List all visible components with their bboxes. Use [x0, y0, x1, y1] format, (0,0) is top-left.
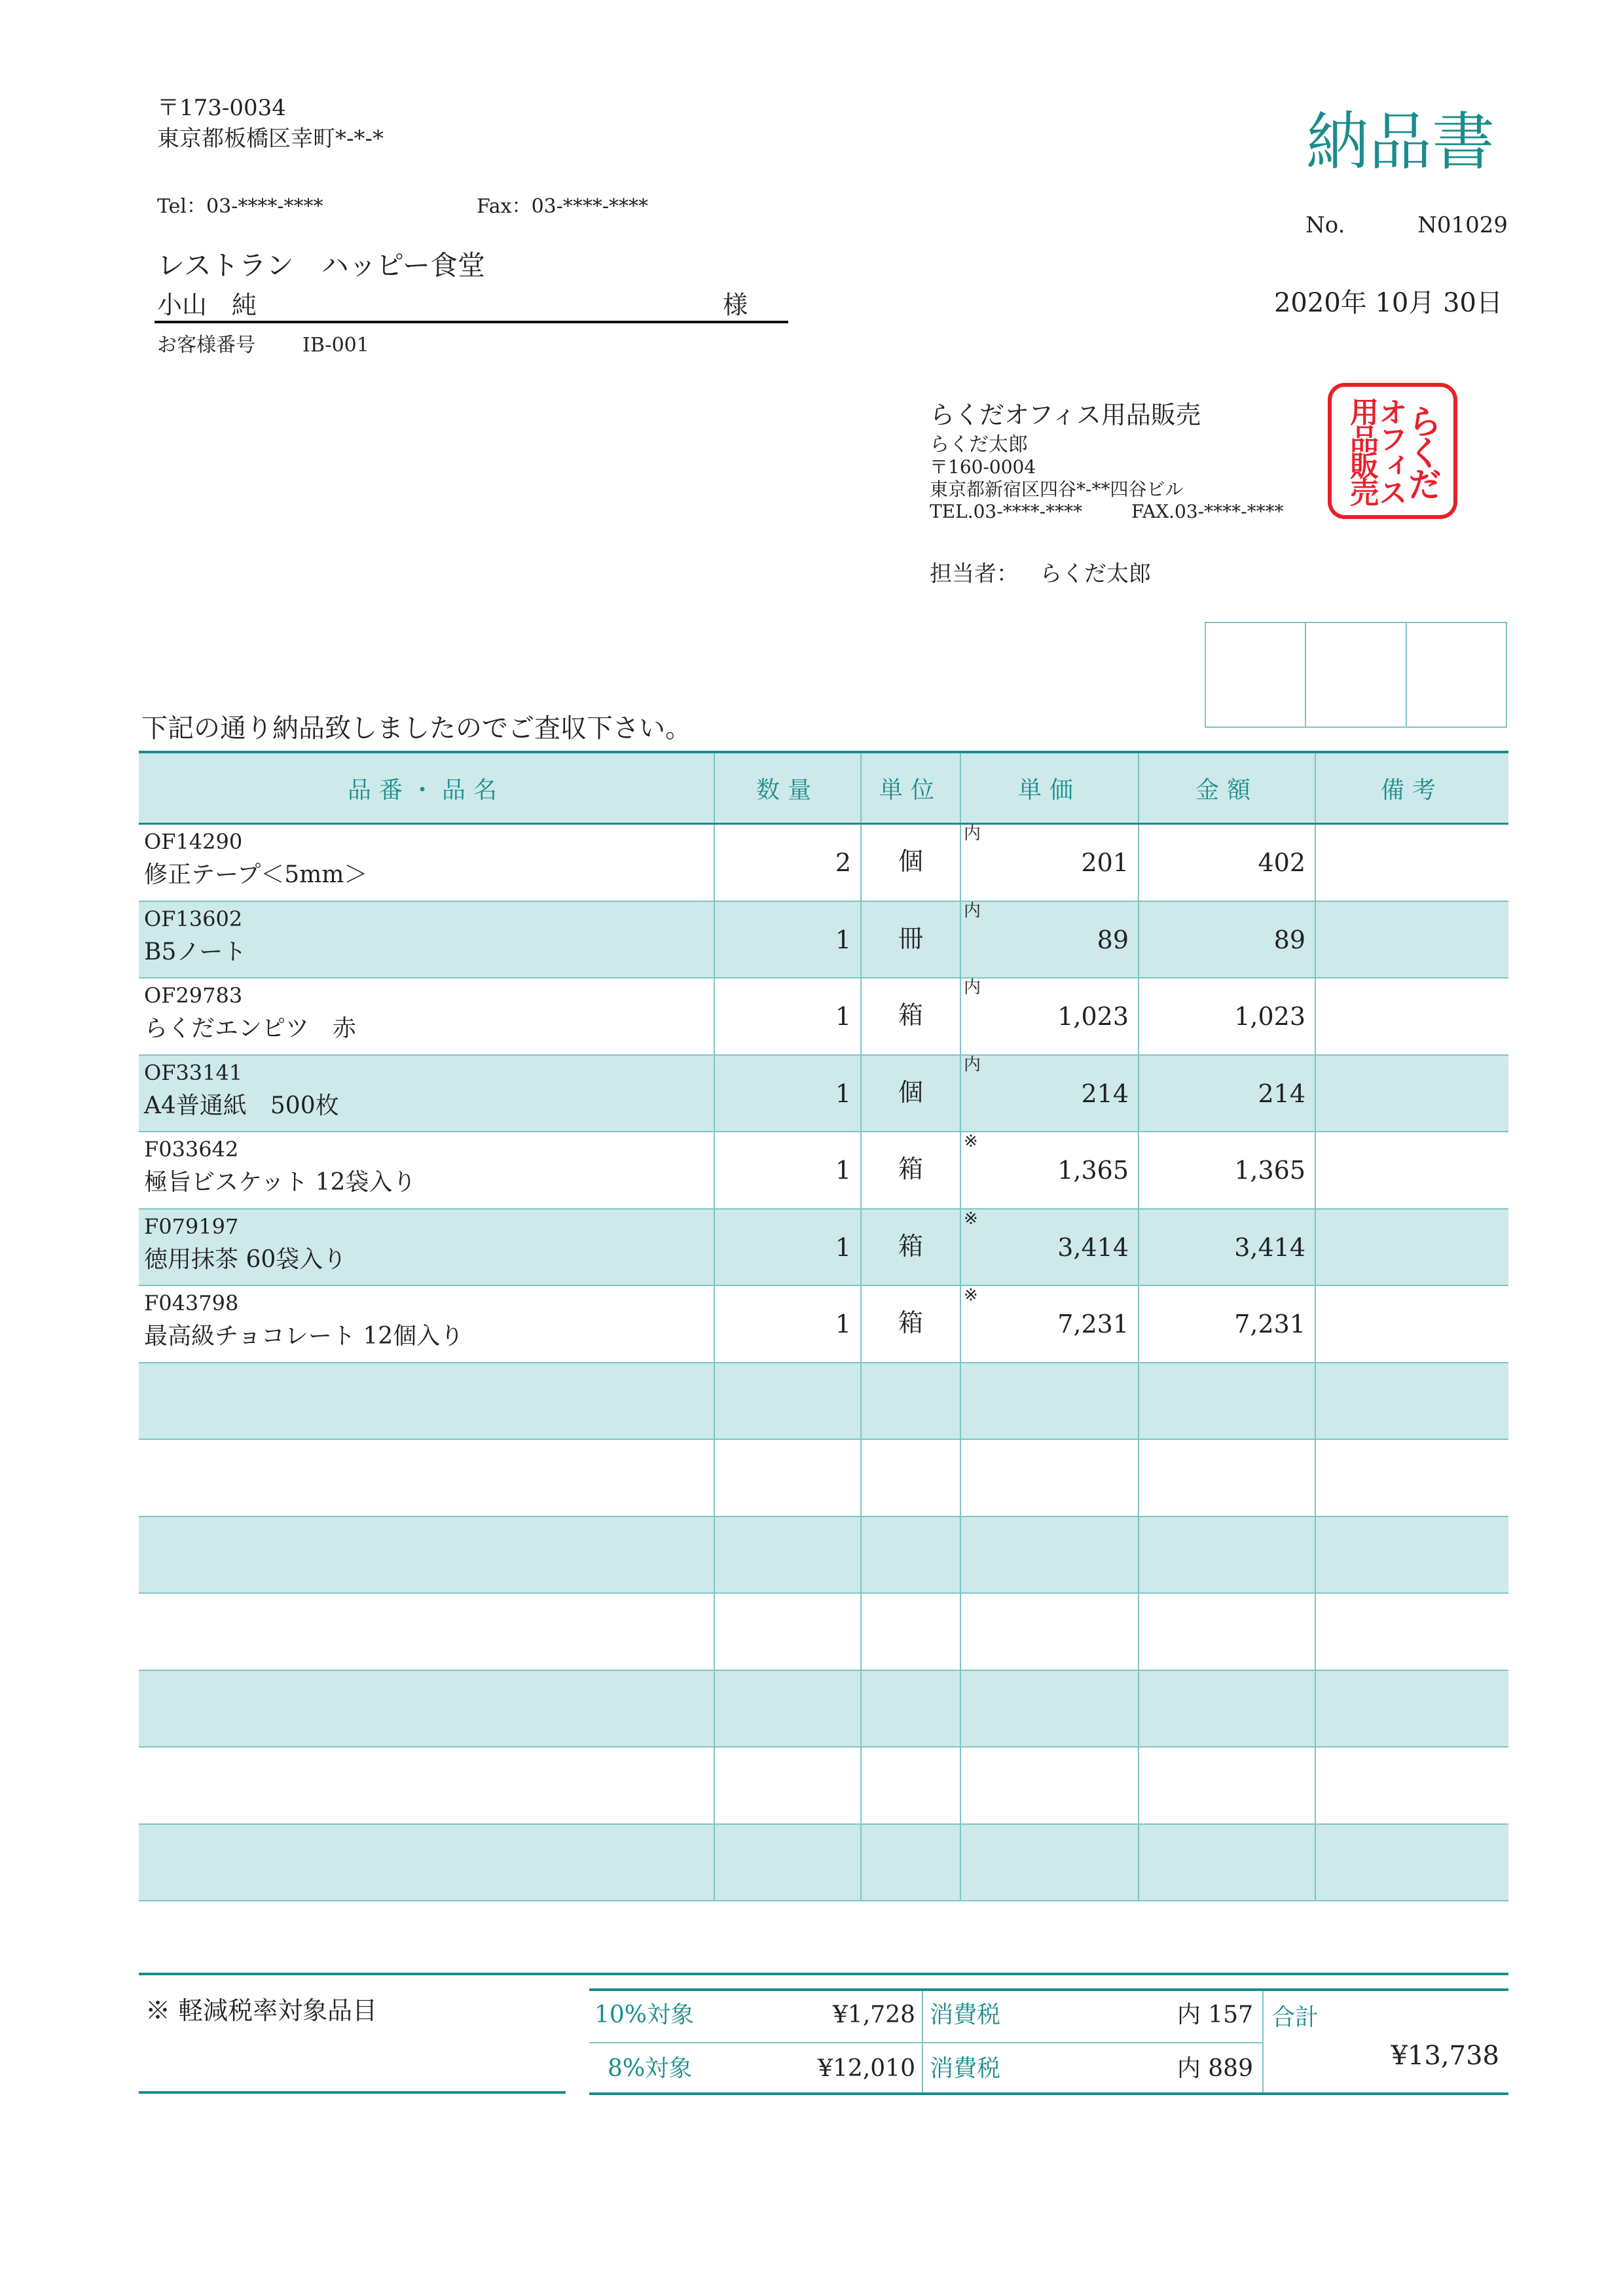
table-row-empty: [139, 1517, 1508, 1594]
document-no: N01029: [1417, 212, 1508, 238]
cell-price: [961, 902, 1139, 978]
item-amount: 402: [1258, 848, 1305, 877]
client-underline: [155, 321, 788, 323]
table-row: [139, 825, 1508, 902]
item-amount: 1,023: [1234, 1002, 1305, 1031]
header-price: 単価: [961, 753, 1139, 823]
cell-note: [1316, 1210, 1508, 1285]
item-qty: 1: [835, 1002, 851, 1031]
table-row: [139, 1132, 1508, 1210]
stamp-col-3: 用品販売: [1345, 397, 1378, 505]
cell-amount: [1139, 825, 1316, 901]
client-postal: 〒173-0034: [157, 95, 286, 121]
item-qty: 1: [835, 1079, 851, 1108]
tax-mark: 内: [964, 1054, 981, 1075]
cell-unit: [862, 902, 961, 978]
item-name: らくだエンピツ 赤: [144, 1015, 357, 1042]
cell-unit: [862, 1210, 961, 1285]
item-unit: 冊: [898, 924, 923, 953]
approval-box: [1407, 623, 1506, 726]
cell-price: [961, 1132, 1139, 1208]
item-amount: 1,365: [1234, 1156, 1305, 1185]
cell-price: [961, 1286, 1139, 1362]
item-unit: 箱: [898, 1308, 923, 1337]
item-name: 修正テープ＜5mm＞: [144, 861, 368, 888]
cell-qty: [715, 1363, 862, 1439]
cell-amount: [1139, 1671, 1316, 1747]
rate10-label: 10%対象: [594, 2001, 695, 2028]
issuer-tel: TEL.03-****-****: [930, 501, 1083, 522]
approval-seal-boxes: [1205, 622, 1507, 728]
reduced-rate-note: ※ 軽減税率対象品目: [145, 1996, 378, 2025]
table-row-empty: [139, 1825, 1508, 1902]
header-note: 備考: [1380, 776, 1444, 804]
cell-qty: [715, 1132, 862, 1208]
table-row-empty: [139, 1594, 1508, 1671]
rate8-tax-label: 消費税: [930, 2055, 1001, 2082]
honorific: 様: [723, 291, 748, 319]
cell-note: [1316, 1440, 1508, 1516]
document-no-label: No.: [1305, 212, 1345, 238]
cell-amount: [1139, 1210, 1316, 1285]
header-unit: 単位: [862, 753, 961, 823]
tax-mark: ※: [964, 1208, 978, 1229]
item-name: 最高級チョコレート 12個入り: [144, 1323, 464, 1350]
issuer-postal: 〒160-0004: [930, 456, 1036, 478]
item-unit: 箱: [898, 1231, 923, 1261]
rate10-tax-label: 消費税: [930, 2001, 1001, 2028]
cell-qty: [715, 1286, 862, 1362]
cell-item: [139, 1210, 715, 1285]
tax-mark: 内: [964, 824, 981, 844]
rate10-amount: ¥1,728: [833, 2001, 915, 2028]
cell-amount: [1139, 1363, 1316, 1439]
cell-item: [139, 1748, 715, 1823]
client-person: 小山 純: [157, 291, 257, 319]
cell-qty: [715, 1748, 862, 1823]
cell-qty: [715, 1210, 862, 1285]
summary-divider: [589, 2042, 1264, 2043]
cell-item: [139, 1517, 715, 1593]
cell-unit: [862, 1363, 961, 1439]
cell-amount: [1139, 1056, 1316, 1132]
cell-qty: [715, 1056, 862, 1132]
tax-mark: ※: [964, 1285, 978, 1305]
client-tel: Tel：03-****-****: [157, 195, 323, 218]
cell-price: [961, 1594, 1139, 1670]
item-code: OF14290: [144, 829, 243, 854]
cell-note: [1316, 825, 1508, 901]
cell-amount: [1139, 902, 1316, 978]
cell-unit: [862, 1517, 961, 1593]
cell-amount: [1139, 978, 1316, 1054]
item-qty: 2: [835, 848, 851, 877]
client-address: 東京都板橋区幸町*-*-*: [157, 126, 384, 152]
item-qty: 1: [835, 1232, 851, 1262]
cell-qty: [715, 1517, 862, 1593]
item-price: 1,023: [1057, 1002, 1129, 1031]
cell-item: [139, 1363, 715, 1439]
cell-qty: [715, 902, 862, 978]
item-qty: 1: [835, 925, 851, 954]
cell-price: [961, 1210, 1139, 1285]
cell-amount: [1139, 1825, 1316, 1901]
summary-vline: [1262, 1991, 1264, 2092]
cell-amount: [1139, 1286, 1316, 1362]
item-amount: 3,414: [1234, 1232, 1305, 1262]
cell-unit: [862, 1671, 961, 1747]
item-name: A4普通紙 500枚: [144, 1092, 339, 1119]
cell-item: [139, 902, 715, 978]
summary-vline: [922, 1991, 923, 2092]
cell-note: [1316, 1671, 1508, 1747]
client-company: レストラン ハッピー食堂: [157, 249, 486, 281]
cell-price: [961, 1671, 1139, 1747]
company-seal-stamp: [1328, 383, 1457, 519]
item-amount: 89: [1273, 925, 1305, 954]
cell-amount: [1139, 1594, 1316, 1670]
intro-text: 下記の通り納品致しましたのでご査収下さい。: [141, 713, 691, 744]
customer-number-label: お客様番号: [157, 334, 255, 357]
item-price: 7,231: [1057, 1310, 1129, 1338]
document-title: 納品書: [1306, 105, 1495, 179]
cell-price: [961, 1056, 1139, 1132]
item-unit: 個: [898, 847, 923, 876]
cell-amount: [1139, 1517, 1316, 1593]
header-amount: 金額: [1139, 753, 1316, 823]
note-underline: [139, 2091, 566, 2094]
approval-box: [1306, 623, 1406, 726]
issuer-address: 東京都新宿区四谷*-**四谷ビル: [930, 478, 1184, 500]
item-price: 3,414: [1057, 1232, 1129, 1262]
item-name: 徳用抹茶 60袋入り: [144, 1246, 347, 1273]
item-unit: 箱: [898, 1155, 923, 1183]
item-price: 214: [1081, 1079, 1129, 1108]
cell-note: [1316, 1286, 1508, 1362]
item-price: 1,365: [1057, 1156, 1129, 1185]
cell-item: [139, 1825, 715, 1901]
tax-mark: 内: [964, 901, 981, 921]
cell-item: [139, 1671, 715, 1747]
total-label: 合計: [1271, 2004, 1319, 2031]
issuer-company: らくだオフィス用品販売: [930, 401, 1201, 429]
cell-price: [961, 1748, 1139, 1823]
header-item: 品番・品名: [139, 753, 715, 823]
tax-mark: ※: [964, 1132, 978, 1151]
table-row-empty: [139, 1671, 1508, 1748]
tax-summary: [589, 1988, 1508, 2095]
rate8-amount: ¥12,010: [818, 2055, 915, 2082]
cell-price: [961, 978, 1139, 1054]
cell-qty: [715, 1671, 862, 1747]
header-qty: 数量: [715, 753, 862, 823]
table-row: [139, 902, 1508, 979]
delivery-table: [139, 751, 1508, 1901]
cell-price: [961, 1517, 1139, 1593]
cell-item: [139, 825, 715, 901]
item-code: OF13602: [144, 906, 243, 931]
cell-qty: [715, 825, 862, 901]
table-header: [139, 751, 1508, 825]
cell-note: [1316, 1825, 1508, 1901]
cell-note: [1316, 1132, 1508, 1208]
table-body: [139, 825, 1508, 1901]
cell-unit: [862, 978, 961, 1054]
item-code: OF33141: [144, 1060, 243, 1085]
table-row: [139, 978, 1508, 1056]
item-code: F033642: [144, 1137, 239, 1162]
cell-note: [1316, 902, 1508, 978]
item-code: F043798: [144, 1291, 239, 1316]
cell-unit: [862, 1825, 961, 1901]
cell-qty: [715, 1440, 862, 1516]
client-fax: Fax：03-****-****: [477, 195, 649, 218]
item-name: 極旨ビスケット 12袋入り: [144, 1169, 416, 1196]
cell-qty: [715, 1825, 862, 1901]
cell-unit: [862, 1594, 961, 1670]
cell-item: [139, 1056, 715, 1132]
staff-name: らくだ太郎: [1040, 561, 1151, 587]
stamp-col-2: オフィス: [1374, 397, 1407, 505]
cell-unit: [862, 1440, 961, 1516]
cell-note: [1316, 1517, 1508, 1593]
staff-label: 担当者：: [930, 561, 1019, 587]
cell-qty: [715, 1594, 862, 1670]
table-row: [139, 1056, 1508, 1133]
item-unit: 箱: [898, 1001, 923, 1030]
total-amount: ¥13,738: [1391, 2041, 1499, 2071]
cell-note: [1316, 1748, 1508, 1823]
cell-item: [139, 1440, 715, 1516]
table-row-empty: [139, 1363, 1508, 1441]
cell-unit: [862, 1748, 961, 1823]
cell-price: [961, 825, 1139, 901]
cell-amount: [1139, 1440, 1316, 1516]
cell-item: [139, 978, 715, 1054]
item-price: 89: [1097, 925, 1129, 954]
rate8-tax: 内 889: [1176, 2055, 1253, 2082]
cell-note: [1316, 1363, 1508, 1439]
customer-number: IB-001: [302, 334, 369, 357]
tax-mark: 内: [964, 978, 981, 997]
approval-box: [1206, 623, 1306, 726]
cell-item: [139, 1132, 715, 1208]
item-unit: 個: [898, 1077, 923, 1107]
cell-qty: [715, 978, 862, 1054]
cell-amount: [1139, 1748, 1316, 1823]
cell-price: [961, 1440, 1139, 1516]
item-qty: 1: [835, 1156, 851, 1185]
cell-price: [961, 1825, 1139, 1901]
item-amount: 214: [1258, 1079, 1305, 1108]
cell-note: [1316, 978, 1508, 1054]
cell-unit: [862, 1056, 961, 1132]
rate10-tax: 内 157: [1176, 2001, 1253, 2028]
item-name: B5ノート: [144, 938, 247, 965]
table-row-empty: [139, 1440, 1508, 1517]
cell-note: [1316, 1056, 1508, 1132]
table-row-empty: [139, 1748, 1508, 1825]
document-date: 2020年 10月 30日: [1273, 288, 1503, 318]
table-row: [139, 1286, 1508, 1363]
item-code: OF29783: [144, 983, 243, 1008]
item-price: 201: [1081, 848, 1129, 877]
cell-amount: [1139, 1132, 1316, 1208]
stamp-col-1: らくだ: [1402, 404, 1441, 498]
item-qty: 1: [835, 1310, 851, 1338]
cell-unit: [862, 1286, 961, 1362]
cell-item: [139, 1286, 715, 1362]
cell-unit: [862, 825, 961, 901]
item-amount: 7,231: [1234, 1310, 1305, 1338]
table-row: [139, 1210, 1508, 1287]
issuer-fax: FAX.03-****-****: [1131, 501, 1284, 522]
table-bottom-rule: [139, 1973, 1508, 1975]
cell-note: [1316, 1594, 1508, 1670]
issuer-person: らくだ太郎: [930, 433, 1028, 456]
item-code: F079197: [144, 1213, 239, 1239]
cell-item: [139, 1594, 715, 1670]
rate8-label: 8%対象: [608, 2055, 693, 2082]
cell-price: [961, 1363, 1139, 1439]
cell-unit: [862, 1132, 961, 1208]
